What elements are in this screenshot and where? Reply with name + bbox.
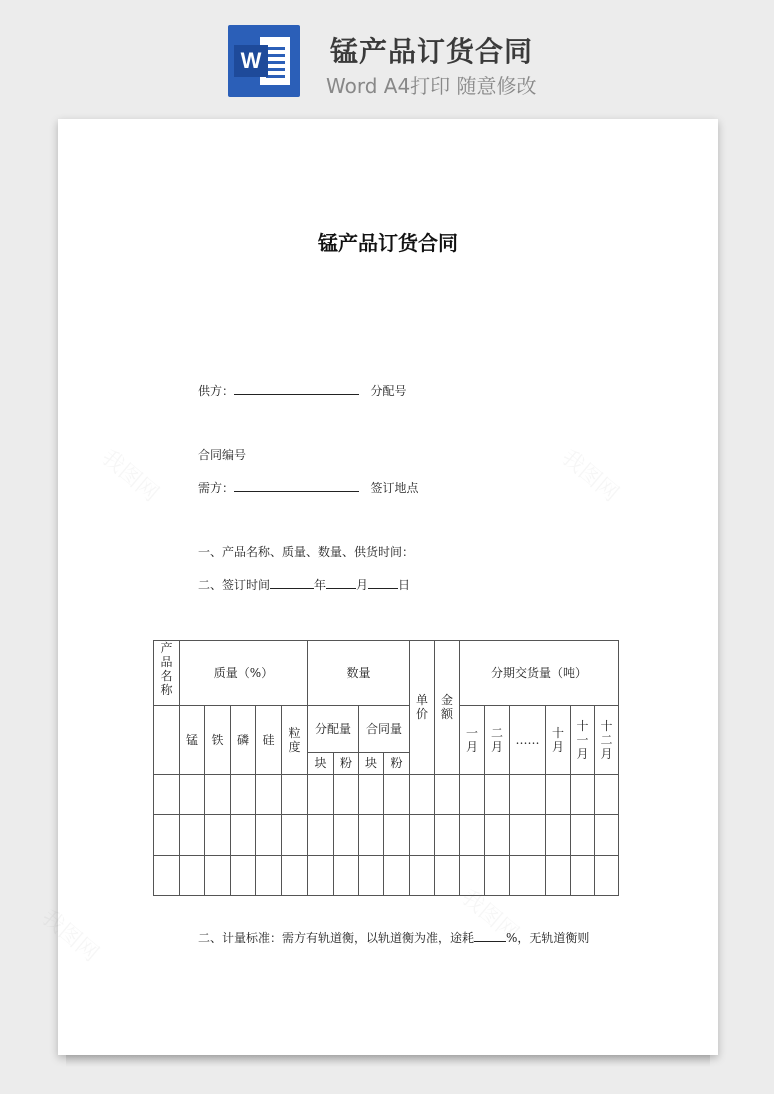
measurement-text: 二、计量标准：需方有轨道衡，以轨道衡为准，途耗 (198, 931, 475, 945)
table-row (154, 775, 619, 815)
delivery-header: 分期交货量（吨） (460, 641, 619, 706)
quality-header: 质量（%） (180, 641, 308, 706)
table-row (154, 815, 619, 856)
amount-header: 金额 (435, 641, 460, 775)
section-3 (198, 929, 589, 946)
table-row (154, 856, 619, 896)
month-11-header: 十一月 (571, 706, 595, 775)
allocated-lump-header: 块 (308, 753, 334, 775)
watermark (96, 441, 166, 507)
month-blank[interactable] (326, 576, 356, 589)
app-subtitle: Word A4打印 随意修改 (326, 74, 537, 98)
supplier-blank[interactable] (234, 382, 359, 395)
order-table (153, 640, 619, 896)
month-label: 月 (356, 578, 369, 592)
allocated-powder-header: 粉 (334, 753, 359, 775)
ellipsis-header: …… (510, 706, 546, 775)
contracted-powder-header: 粉 (384, 753, 410, 775)
supplier-label: 供方： (198, 384, 235, 398)
buyer-line (198, 479, 418, 496)
mn-header: 锰 (180, 706, 205, 775)
granularity-header: 粒度 (282, 706, 308, 775)
section-1: 一、产品名称、质量、数量、供货时间： (198, 545, 415, 559)
document-page (58, 119, 718, 1055)
signing-time-label: 二、签订时间 (198, 578, 271, 592)
distribution-label: 分配号 (370, 384, 407, 398)
contract-no-label: 合同编号 (198, 448, 247, 462)
month-1-header: 一月 (460, 706, 485, 775)
loss-blank[interactable] (474, 929, 506, 942)
section-2 (198, 576, 410, 593)
word-letter: W (234, 45, 268, 77)
watermark (556, 441, 626, 507)
si-header: 硅 (256, 706, 282, 775)
year-blank[interactable] (270, 576, 314, 589)
page-shadow (66, 1055, 710, 1067)
month-10-header: 十月 (546, 706, 571, 775)
word-icon (228, 25, 300, 97)
buyer-label: 需方： (198, 481, 235, 495)
supplier-line (198, 382, 406, 399)
product-name-header: 产品名称 (154, 641, 180, 706)
month-2-header: 二月 (485, 706, 510, 775)
fe-header: 铁 (205, 706, 231, 775)
day-blank[interactable] (368, 576, 398, 589)
allocated-header: 分配量 (308, 706, 359, 753)
app-title: 锰产品订货合同 (330, 35, 534, 68)
header (0, 0, 774, 118)
product-name-sub-cell (154, 706, 180, 775)
month-12-header: 十二月 (595, 706, 619, 775)
document-title: 锰产品订货合同 (318, 231, 458, 255)
contracted-header: 合同量 (359, 706, 410, 753)
unit-price-header: 单价 (410, 641, 435, 775)
watermark (36, 901, 106, 967)
signing-place-label: 签订地点 (370, 481, 419, 495)
day-label: 日 (398, 578, 411, 592)
quantity-header: 数量 (308, 641, 410, 706)
p-header: 磷 (231, 706, 256, 775)
contracted-lump-header: 块 (359, 753, 384, 775)
buyer-blank[interactable] (234, 479, 359, 492)
year-label: 年 (314, 578, 327, 592)
measurement-text-end: %，无轨道衡则 (506, 931, 590, 945)
